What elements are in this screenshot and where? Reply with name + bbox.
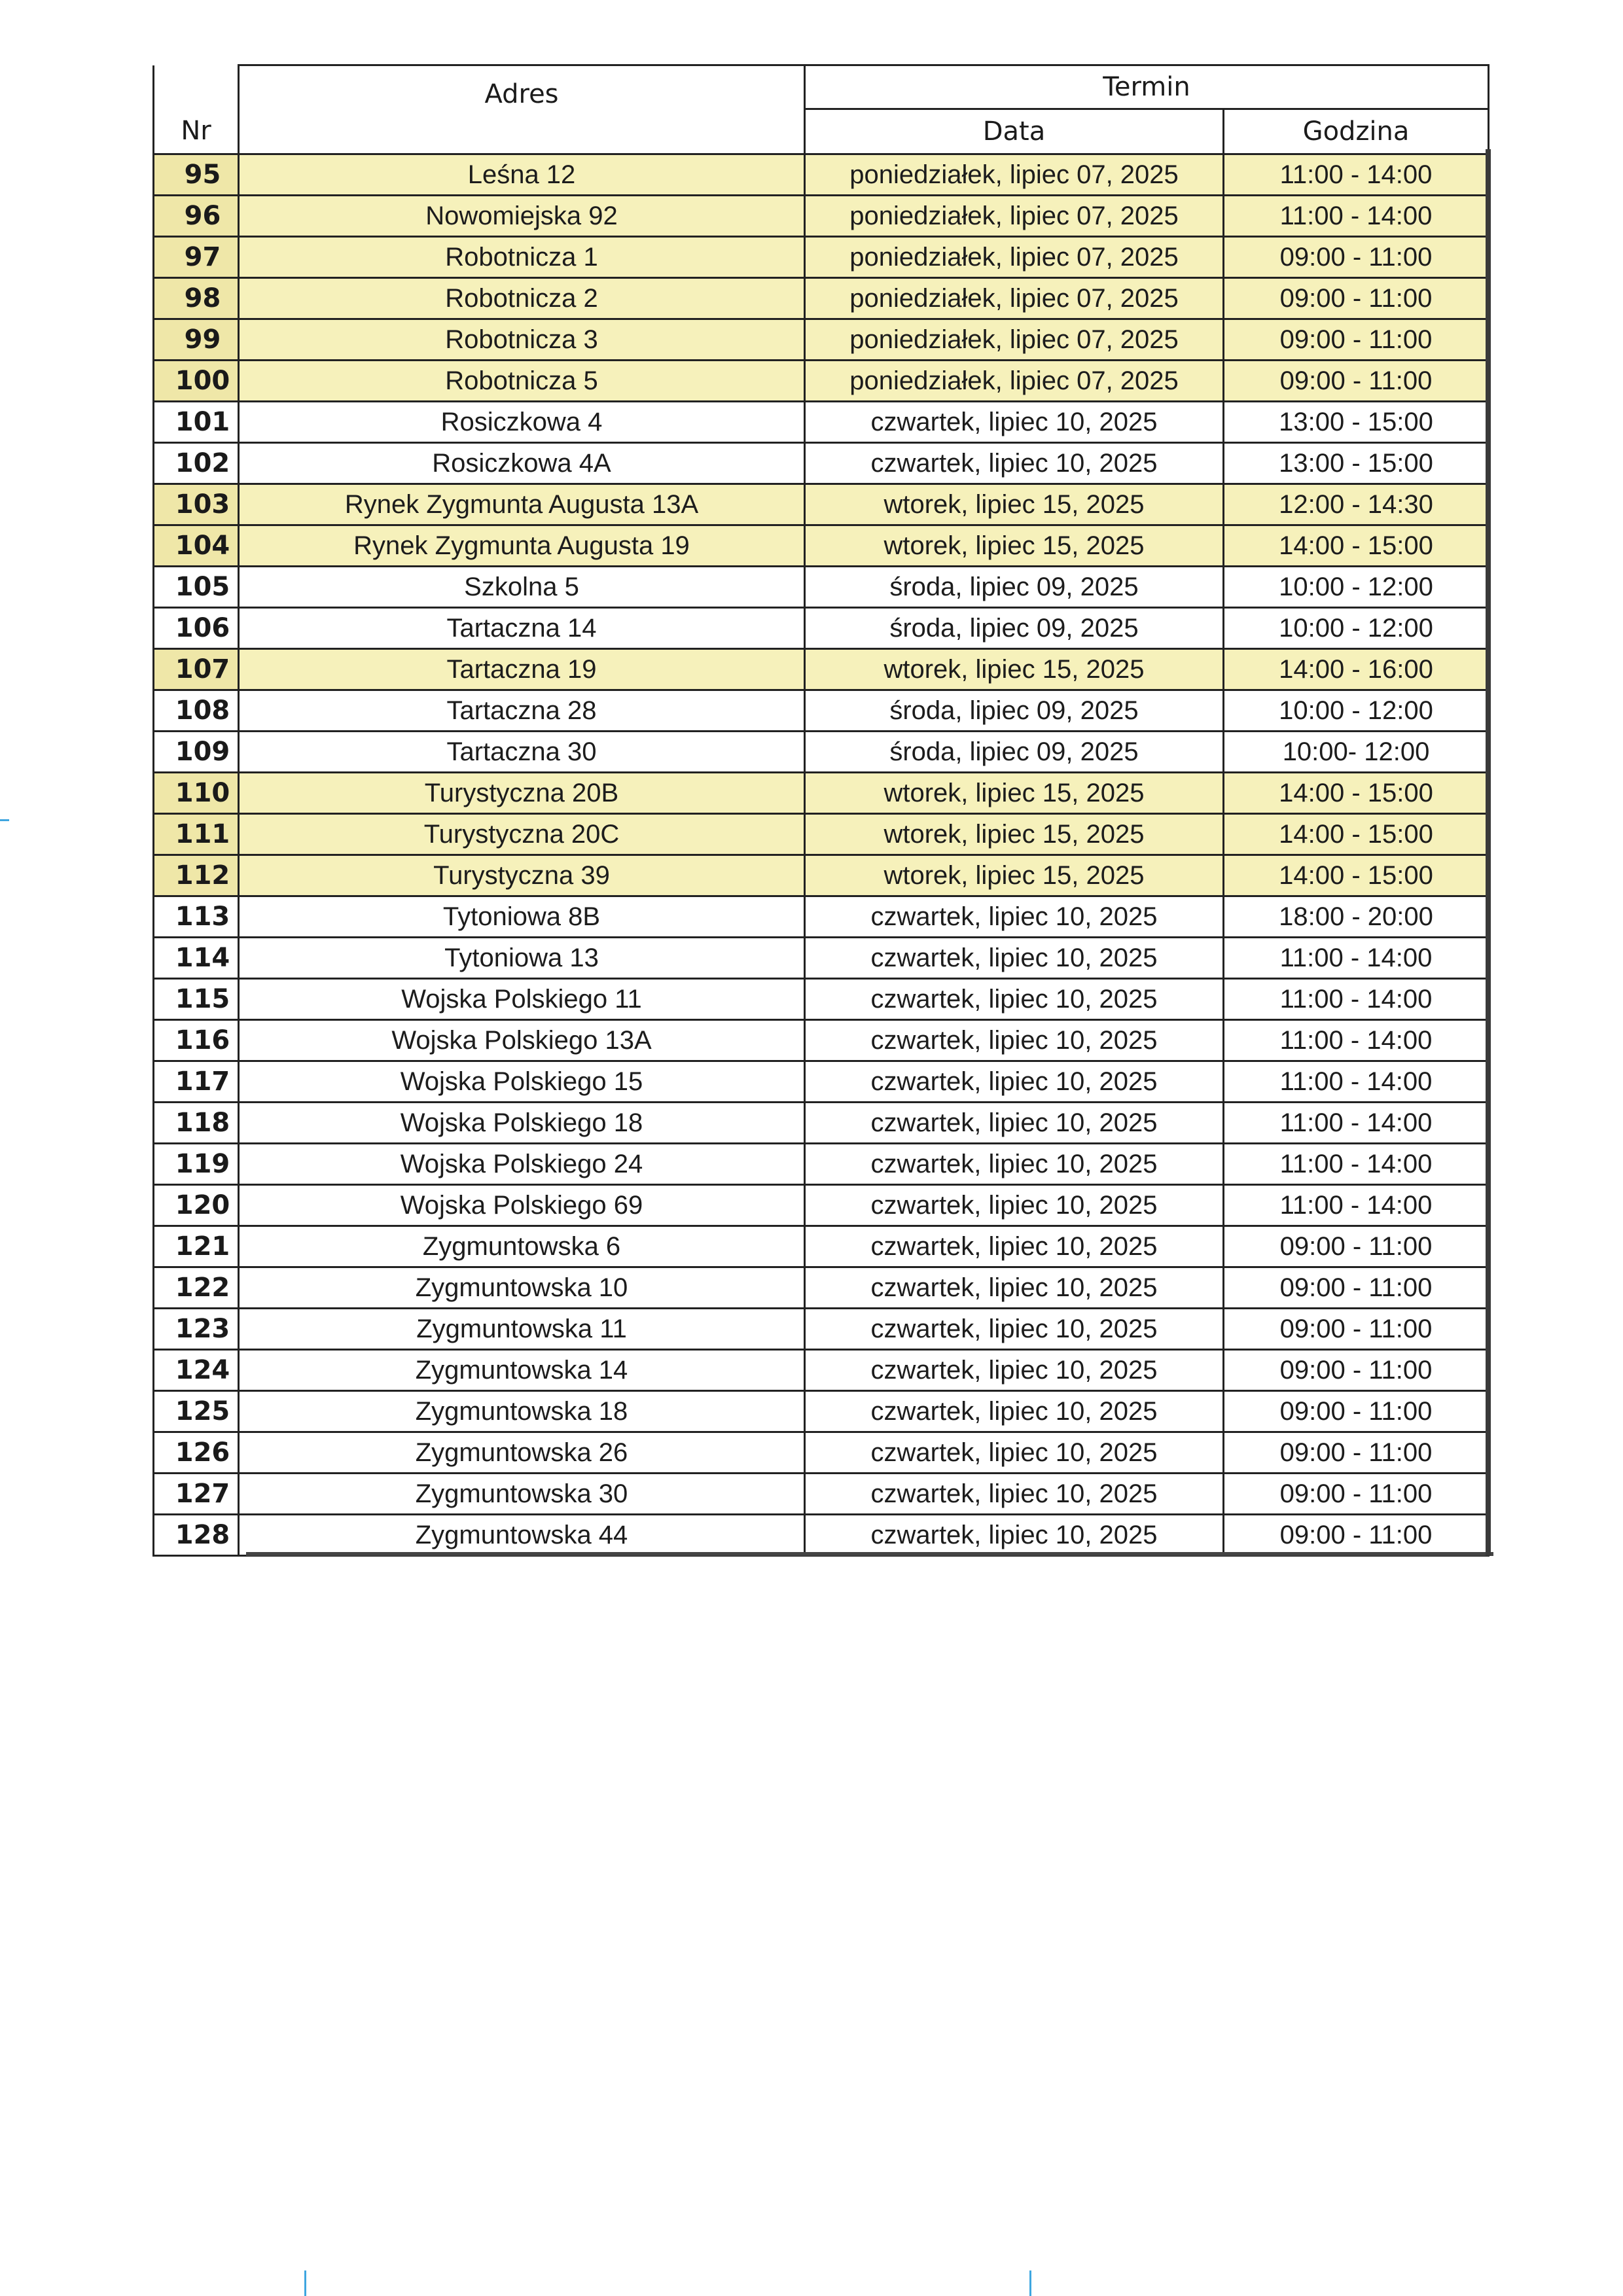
row-time: 09:00 - 11:00	[1224, 1391, 1489, 1432]
row-time: 14:00 - 15:00	[1224, 773, 1489, 814]
row-address: Robotnicza 3	[239, 319, 805, 361]
row-address: Rosiczkowa 4A	[239, 443, 805, 484]
row-date: wtorek, lipiec 15, 2025	[805, 773, 1224, 814]
row-date: czwartek, lipiec 10, 2025	[805, 1391, 1224, 1432]
table-row	[154, 278, 1489, 319]
date-header: Data	[805, 109, 1224, 154]
table-row	[154, 1185, 1489, 1226]
row-time: 09:00 - 11:00	[1224, 1515, 1489, 1556]
table-row	[154, 979, 1489, 1020]
header-row-top	[154, 65, 1489, 109]
row-address: Zygmuntowska 14	[239, 1350, 805, 1391]
row-date: wtorek, lipiec 15, 2025	[805, 525, 1224, 567]
row-address: Wojska Polskiego 69	[239, 1185, 805, 1226]
row-nr: 98	[154, 278, 239, 319]
table-row	[154, 855, 1489, 896]
table-row	[154, 443, 1489, 484]
row-time: 12:00 - 14:30	[1224, 484, 1489, 525]
row-time: 10:00 - 12:00	[1224, 690, 1489, 732]
row-address: Wojska Polskiego 15	[239, 1061, 805, 1103]
row-address: Zygmuntowska 11	[239, 1309, 805, 1350]
row-time: 09:00 - 11:00	[1224, 361, 1489, 402]
row-date: środa, lipiec 09, 2025	[805, 608, 1224, 649]
row-date: czwartek, lipiec 10, 2025	[805, 979, 1224, 1020]
row-date: czwartek, lipiec 10, 2025	[805, 443, 1224, 484]
row-date: czwartek, lipiec 10, 2025	[805, 1103, 1224, 1144]
table-row	[154, 1020, 1489, 1061]
row-nr: 124	[154, 1350, 239, 1391]
row-date: czwartek, lipiec 10, 2025	[805, 938, 1224, 979]
row-address: Zygmuntowska 44	[239, 1515, 805, 1556]
nr-header: Nr	[154, 109, 239, 154]
schedule-table	[152, 64, 1489, 1557]
table-row	[154, 649, 1489, 690]
row-nr: 95	[154, 154, 239, 196]
table-row	[154, 361, 1489, 402]
scan-shadow-right	[1486, 149, 1491, 1556]
row-nr: 110	[154, 773, 239, 814]
row-time: 09:00 - 11:00	[1224, 1350, 1489, 1391]
table-row	[154, 1103, 1489, 1144]
row-address: Szkolna 5	[239, 567, 805, 608]
row-nr: 115	[154, 979, 239, 1020]
row-time: 09:00 - 11:00	[1224, 1267, 1489, 1309]
row-date: poniedziałek, lipiec 07, 2025	[805, 319, 1224, 361]
row-address: Robotnicza 5	[239, 361, 805, 402]
table-row	[154, 1061, 1489, 1103]
table-row	[154, 1267, 1489, 1309]
table-row	[154, 1144, 1489, 1185]
row-nr: 104	[154, 525, 239, 567]
row-date: czwartek, lipiec 10, 2025	[805, 1144, 1224, 1185]
row-time: 11:00 - 14:00	[1224, 196, 1489, 237]
row-date: czwartek, lipiec 10, 2025	[805, 1474, 1224, 1515]
row-address: Robotnicza 1	[239, 237, 805, 278]
row-time: 13:00 - 15:00	[1224, 402, 1489, 443]
time-header: Godzina	[1224, 109, 1489, 154]
row-nr: 99	[154, 319, 239, 361]
table-row	[154, 525, 1489, 567]
row-time: 09:00 - 11:00	[1224, 1474, 1489, 1515]
row-nr: 97	[154, 237, 239, 278]
scan-mark-left	[0, 819, 9, 821]
table-row	[154, 773, 1489, 814]
schedule-sheet	[152, 64, 1488, 1557]
row-address: Turystyczna 39	[239, 855, 805, 896]
row-date: czwartek, lipiec 10, 2025	[805, 1309, 1224, 1350]
table-row	[154, 567, 1489, 608]
row-address: Tartaczna 28	[239, 690, 805, 732]
table-row	[154, 154, 1489, 196]
row-time: 11:00 - 14:00	[1224, 1144, 1489, 1185]
table-row	[154, 1515, 1489, 1556]
row-date: środa, lipiec 09, 2025	[805, 732, 1224, 773]
row-time: 09:00 - 11:00	[1224, 278, 1489, 319]
row-address: Tytoniowa 13	[239, 938, 805, 979]
row-nr: 122	[154, 1267, 239, 1309]
row-date: czwartek, lipiec 10, 2025	[805, 1432, 1224, 1474]
row-address: Zygmuntowska 30	[239, 1474, 805, 1515]
table-row	[154, 1350, 1489, 1391]
table-row	[154, 402, 1489, 443]
row-address: Wojska Polskiego 13A	[239, 1020, 805, 1061]
row-address: Tartaczna 30	[239, 732, 805, 773]
row-time: 09:00 - 11:00	[1224, 237, 1489, 278]
row-nr: 101	[154, 402, 239, 443]
row-time: 11:00 - 14:00	[1224, 1061, 1489, 1103]
row-date: poniedziałek, lipiec 07, 2025	[805, 237, 1224, 278]
row-time: 09:00 - 11:00	[1224, 1432, 1489, 1474]
row-date: poniedziałek, lipiec 07, 2025	[805, 154, 1224, 196]
table-row	[154, 1226, 1489, 1267]
table-row	[154, 484, 1489, 525]
row-nr: 116	[154, 1020, 239, 1061]
row-nr: 106	[154, 608, 239, 649]
row-address: Tartaczna 19	[239, 649, 805, 690]
scan-shadow-bottom	[246, 1552, 1493, 1556]
row-address: Nowomiejska 92	[239, 196, 805, 237]
row-time: 09:00 - 11:00	[1224, 319, 1489, 361]
row-address: Wojska Polskiego 18	[239, 1103, 805, 1144]
row-time: 11:00 - 14:00	[1224, 1103, 1489, 1144]
row-nr: 108	[154, 690, 239, 732]
row-date: poniedziałek, lipiec 07, 2025	[805, 278, 1224, 319]
row-date: środa, lipiec 09, 2025	[805, 690, 1224, 732]
row-time: 11:00 - 14:00	[1224, 154, 1489, 196]
row-nr: 121	[154, 1226, 239, 1267]
address-header-blank	[239, 109, 805, 154]
schedule-body	[154, 154, 1489, 1556]
row-date: poniedziałek, lipiec 07, 2025	[805, 196, 1224, 237]
scan-mark-bottom-right	[1029, 2270, 1031, 2296]
row-address: Zygmuntowska 6	[239, 1226, 805, 1267]
table-row	[154, 319, 1489, 361]
row-nr: 125	[154, 1391, 239, 1432]
row-address: Wojska Polskiego 24	[239, 1144, 805, 1185]
row-nr: 102	[154, 443, 239, 484]
row-time: 10:00 - 12:00	[1224, 567, 1489, 608]
row-time: 14:00 - 15:00	[1224, 814, 1489, 855]
row-nr: 107	[154, 649, 239, 690]
row-address: Turystyczna 20C	[239, 814, 805, 855]
row-nr: 103	[154, 484, 239, 525]
table-row	[154, 196, 1489, 237]
row-nr: 126	[154, 1432, 239, 1474]
row-date: czwartek, lipiec 10, 2025	[805, 1185, 1224, 1226]
row-address: Tartaczna 14	[239, 608, 805, 649]
table-row	[154, 938, 1489, 979]
table-row	[154, 732, 1489, 773]
row-address: Zygmuntowska 18	[239, 1391, 805, 1432]
nr-header-top	[154, 65, 239, 109]
row-nr: 109	[154, 732, 239, 773]
table-row	[154, 608, 1489, 649]
row-date: wtorek, lipiec 15, 2025	[805, 484, 1224, 525]
row-date: wtorek, lipiec 15, 2025	[805, 855, 1224, 896]
row-time: 10:00 - 12:00	[1224, 608, 1489, 649]
row-date: czwartek, lipiec 10, 2025	[805, 1020, 1224, 1061]
row-nr: 111	[154, 814, 239, 855]
row-date: poniedziałek, lipiec 07, 2025	[805, 361, 1224, 402]
row-address: Rynek Zygmunta Augusta 13A	[239, 484, 805, 525]
row-nr: 96	[154, 196, 239, 237]
row-address: Tytoniowa 8B	[239, 896, 805, 938]
row-time: 11:00 - 14:00	[1224, 979, 1489, 1020]
row-nr: 123	[154, 1309, 239, 1350]
row-time: 11:00 - 14:00	[1224, 1020, 1489, 1061]
row-nr: 127	[154, 1474, 239, 1515]
table-row	[154, 814, 1489, 855]
row-address: Robotnicza 2	[239, 278, 805, 319]
header-row-bottom	[154, 109, 1489, 154]
row-date: środa, lipiec 09, 2025	[805, 567, 1224, 608]
row-date: czwartek, lipiec 10, 2025	[805, 896, 1224, 938]
row-date: wtorek, lipiec 15, 2025	[805, 649, 1224, 690]
row-address: Wojska Polskiego 11	[239, 979, 805, 1020]
row-address: Zygmuntowska 26	[239, 1432, 805, 1474]
table-row	[154, 1432, 1489, 1474]
table-row	[154, 1309, 1489, 1350]
row-address: Rosiczkowa 4	[239, 402, 805, 443]
row-date: czwartek, lipiec 10, 2025	[805, 1061, 1224, 1103]
row-nr: 112	[154, 855, 239, 896]
row-nr: 120	[154, 1185, 239, 1226]
row-time: 18:00 - 20:00	[1224, 896, 1489, 938]
row-time: 14:00 - 15:00	[1224, 525, 1489, 567]
row-nr: 118	[154, 1103, 239, 1144]
row-date: czwartek, lipiec 10, 2025	[805, 1267, 1224, 1309]
row-address: Turystyczna 20B	[239, 773, 805, 814]
scan-mark-bottom-left	[304, 2270, 306, 2296]
row-time: 10:00- 12:00	[1224, 732, 1489, 773]
table-row	[154, 896, 1489, 938]
row-date: wtorek, lipiec 15, 2025	[805, 814, 1224, 855]
row-time: 14:00 - 15:00	[1224, 855, 1489, 896]
row-time: 11:00 - 14:00	[1224, 1185, 1489, 1226]
row-date: czwartek, lipiec 10, 2025	[805, 1350, 1224, 1391]
row-time: 13:00 - 15:00	[1224, 443, 1489, 484]
row-nr: 119	[154, 1144, 239, 1185]
term-header: Termin	[805, 65, 1489, 109]
row-nr: 113	[154, 896, 239, 938]
table-row	[154, 1391, 1489, 1432]
row-date: czwartek, lipiec 10, 2025	[805, 1515, 1224, 1556]
table-row	[154, 1474, 1489, 1515]
row-nr: 128	[154, 1515, 239, 1556]
row-time: 09:00 - 11:00	[1224, 1226, 1489, 1267]
row-nr: 114	[154, 938, 239, 979]
row-address: Rynek Zygmunta Augusta 19	[239, 525, 805, 567]
row-address: Leśna 12	[239, 154, 805, 196]
table-row	[154, 690, 1489, 732]
row-address: Zygmuntowska 10	[239, 1267, 805, 1309]
row-date: czwartek, lipiec 10, 2025	[805, 1226, 1224, 1267]
table-row	[154, 237, 1489, 278]
row-time: 14:00 - 16:00	[1224, 649, 1489, 690]
row-nr: 100	[154, 361, 239, 402]
address-header: Adres	[239, 65, 805, 109]
row-time: 11:00 - 14:00	[1224, 938, 1489, 979]
row-time: 09:00 - 11:00	[1224, 1309, 1489, 1350]
row-date: czwartek, lipiec 10, 2025	[805, 402, 1224, 443]
row-nr: 105	[154, 567, 239, 608]
row-nr: 117	[154, 1061, 239, 1103]
